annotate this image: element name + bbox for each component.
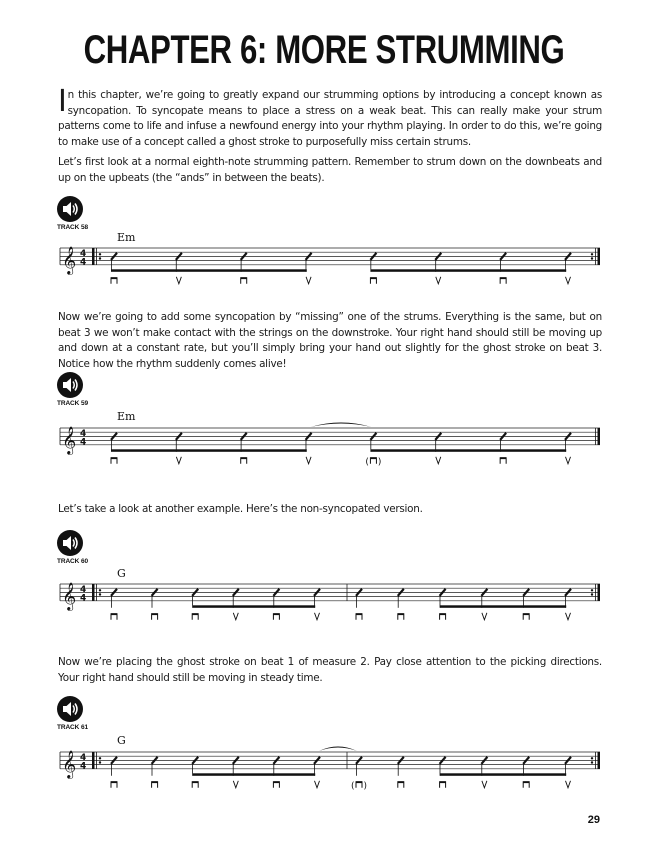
ghost-stroke-paren-close: ) xyxy=(363,781,368,792)
up-stroke-mark xyxy=(315,613,320,620)
down-stroke-icon xyxy=(523,613,529,620)
up-stroke-mark xyxy=(566,457,571,464)
chord-symbol: Em xyxy=(117,410,136,423)
down-stroke-icon xyxy=(398,613,404,620)
up-stroke-icon xyxy=(566,613,571,620)
down-stroke-icon xyxy=(523,781,529,788)
down-stroke-icon xyxy=(152,781,158,788)
intro-text: n this chapter, we’re going to greatly expand our strumming options by introducing a concept known as syncopation. To syncopate means to place a stress on a weak beat. This can really make your strum patterns come to life and infuse a newfound energy into your rhythm playing. In order to do this, we’re going to make use of a concept called a ghost stroke to purposefully miss certain strums. xyxy=(58,89,602,148)
down-stroke-icon xyxy=(356,781,362,788)
repeat-start-thick-bar xyxy=(92,248,95,265)
down-stroke-bar xyxy=(152,781,158,783)
track-58[interactable] xyxy=(57,196,97,231)
beam xyxy=(371,269,566,272)
up-stroke-icon xyxy=(315,613,320,620)
repeat-dot xyxy=(591,253,593,255)
down-stroke-icon xyxy=(370,457,376,464)
down-stroke-icon xyxy=(440,613,446,620)
track-59[interactable] xyxy=(57,372,97,407)
page-number: 29 xyxy=(587,814,600,826)
page-title: CHAPTER 6: MORE STRUMMING xyxy=(83,28,565,72)
down-stroke-bar xyxy=(241,457,247,459)
down-stroke-bar xyxy=(273,781,279,783)
down-stroke-bar xyxy=(523,781,529,783)
repeat-dot xyxy=(99,757,101,759)
repeat-dot xyxy=(591,593,593,595)
down-stroke-icon xyxy=(111,457,117,464)
down-stroke-icon xyxy=(152,613,158,620)
track-label: TRACK 61 xyxy=(57,724,88,731)
down-stroke-icon xyxy=(241,277,247,284)
audio-speaker-icon[interactable] xyxy=(57,372,83,398)
beam xyxy=(371,449,566,452)
up-stroke-mark xyxy=(306,277,311,284)
up-stroke-icon xyxy=(566,457,571,464)
treble-clef-icon: 𝄞 xyxy=(62,749,77,778)
up-stroke-mark xyxy=(233,781,238,788)
up-stroke-icon xyxy=(233,781,238,788)
repeat-dot xyxy=(591,757,593,759)
down-stroke-icon xyxy=(111,781,117,788)
up-stroke-mark xyxy=(482,781,487,788)
up-stroke-icon xyxy=(482,781,487,788)
chord-symbol: G xyxy=(117,734,126,747)
up-stroke-mark xyxy=(566,781,571,788)
down-stroke-bar xyxy=(111,613,117,615)
up-stroke-mark xyxy=(176,277,181,284)
drop-cap: I xyxy=(58,84,67,119)
repeat-dot xyxy=(99,253,101,255)
time-signature-top: 4 xyxy=(80,428,87,439)
time-signature-bottom: 4 xyxy=(80,593,87,604)
down-stroke-bar xyxy=(523,613,529,615)
time-signature-bottom: 4 xyxy=(80,761,87,772)
paragraph-2: Let’s first look at a normal eighth-note strumming pattern. Remember to strum down on the downbeats and up on the upbeats (the “ands” in between the beats). xyxy=(58,156,602,184)
paragraph-4: Let’s take a look at another example. Here’s the non-syncopated version. xyxy=(58,503,423,515)
beam xyxy=(440,605,566,608)
down-stroke-bar xyxy=(152,613,158,615)
repeat-start-thick-bar xyxy=(92,584,95,601)
up-stroke-icon xyxy=(566,277,571,284)
music-staff-1 xyxy=(0,240,648,300)
down-stroke-bar xyxy=(440,613,446,615)
music-staff-2 xyxy=(0,420,648,480)
beam xyxy=(440,773,566,776)
down-stroke-icon xyxy=(370,277,376,284)
end-thick-bar xyxy=(598,752,601,769)
track-label: TRACK 60 xyxy=(57,558,88,565)
down-stroke-icon xyxy=(356,613,362,620)
ghost-stroke-paren-open: ( xyxy=(365,457,369,468)
chord-symbol: G xyxy=(117,567,126,580)
down-stroke-bar xyxy=(192,781,198,783)
up-stroke-icon xyxy=(306,277,311,284)
down-stroke-icon xyxy=(192,781,198,788)
tie xyxy=(319,747,357,752)
up-stroke-icon xyxy=(315,781,320,788)
down-stroke-bar xyxy=(398,781,404,783)
up-stroke-icon xyxy=(482,613,487,620)
down-stroke-icon xyxy=(111,277,117,284)
down-stroke-bar xyxy=(111,277,117,279)
music-staff-3 xyxy=(0,576,648,636)
down-stroke-bar xyxy=(370,277,376,279)
ghost-stroke-paren-open: ( xyxy=(351,781,355,792)
down-stroke-icon xyxy=(273,613,279,620)
time-signature-bottom: 4 xyxy=(80,437,87,448)
down-stroke-icon xyxy=(111,613,117,620)
treble-clef-icon: 𝄞 xyxy=(62,425,77,454)
up-stroke-mark xyxy=(315,781,320,788)
down-stroke-bar xyxy=(273,613,279,615)
up-stroke-mark xyxy=(233,613,238,620)
treble-clef-icon: 𝄞 xyxy=(62,245,77,274)
up-stroke-icon xyxy=(176,457,181,464)
paragraph-5: Now we’re placing the ghost stroke on beat 1 of measure 2. Pay close attention to the picking directions. Your right hand should still be moving in steady time. xyxy=(58,656,602,684)
audio-speaker-icon[interactable] xyxy=(57,696,83,722)
up-stroke-icon xyxy=(436,277,441,284)
track-60[interactable] xyxy=(57,530,97,565)
up-stroke-icon xyxy=(566,781,571,788)
repeat-dot xyxy=(591,257,593,259)
up-stroke-mark xyxy=(436,457,441,464)
track-61[interactable] xyxy=(57,696,97,731)
down-stroke-bar xyxy=(440,781,446,783)
down-stroke-bar xyxy=(111,457,117,459)
down-stroke-icon xyxy=(241,457,247,464)
audio-speaker-icon[interactable] xyxy=(57,196,83,222)
down-stroke-bar xyxy=(370,457,376,459)
down-stroke-icon xyxy=(192,613,198,620)
treble-clef-icon: 𝄞 xyxy=(62,581,77,610)
repeat-dot xyxy=(99,589,101,591)
beam xyxy=(111,269,306,272)
down-stroke-icon xyxy=(500,277,506,284)
down-stroke-bar xyxy=(192,613,198,615)
repeat-start-thick-bar xyxy=(92,752,95,769)
down-stroke-bar xyxy=(241,277,247,279)
time-signature-bottom: 4 xyxy=(80,257,87,268)
beam xyxy=(111,449,306,452)
intro-paragraph xyxy=(58,84,602,150)
audio-speaker-icon[interactable] xyxy=(57,530,83,556)
up-stroke-mark xyxy=(566,277,571,284)
repeat-dot xyxy=(99,761,101,763)
repeat-dot xyxy=(99,257,101,259)
down-stroke-icon xyxy=(440,781,446,788)
up-stroke-icon xyxy=(436,457,441,464)
time-signature-top: 4 xyxy=(80,584,87,595)
down-stroke-bar xyxy=(500,277,506,279)
repeat-dot xyxy=(591,761,593,763)
end-thick-bar xyxy=(598,428,601,445)
tie xyxy=(311,423,372,428)
up-stroke-icon xyxy=(233,613,238,620)
music-staff-4 xyxy=(0,744,648,804)
ghost-stroke-paren-close: ) xyxy=(377,457,382,468)
end-thick-bar xyxy=(598,584,601,601)
down-stroke-bar xyxy=(500,457,506,459)
down-stroke-icon xyxy=(273,781,279,788)
track-label: TRACK 59 xyxy=(57,400,88,407)
beam xyxy=(193,773,316,776)
down-stroke-bar xyxy=(356,613,362,615)
repeat-dot xyxy=(99,593,101,595)
chord-symbol: Em xyxy=(117,231,136,244)
paragraph-3: Now we’re going to add some syncopation by “missing” one of the strums. Everything is the same, but on beat 3 we won’t make contact with the strings on the downstroke. Your right hand should still be moving up and down at a constant rate, but you’ll simply bring your hand out slightly for the ghost stroke on beat 3. Notice how the rhythm suddenly comes alive! xyxy=(58,311,602,370)
up-stroke-mark xyxy=(176,457,181,464)
down-stroke-bar xyxy=(398,613,404,615)
up-stroke-mark xyxy=(436,277,441,284)
up-stroke-icon xyxy=(176,277,181,284)
time-signature-top: 4 xyxy=(80,752,87,763)
repeat-dot xyxy=(591,589,593,591)
up-stroke-mark xyxy=(566,613,571,620)
down-stroke-bar xyxy=(111,781,117,783)
down-stroke-icon xyxy=(500,457,506,464)
time-signature-top: 4 xyxy=(80,248,87,259)
up-stroke-mark xyxy=(306,457,311,464)
down-stroke-bar xyxy=(356,781,362,783)
track-label: TRACK 58 xyxy=(57,224,88,231)
end-thick-bar xyxy=(598,248,601,265)
up-stroke-icon xyxy=(306,457,311,464)
up-stroke-mark xyxy=(482,613,487,620)
beam xyxy=(193,605,316,608)
down-stroke-icon xyxy=(398,781,404,788)
